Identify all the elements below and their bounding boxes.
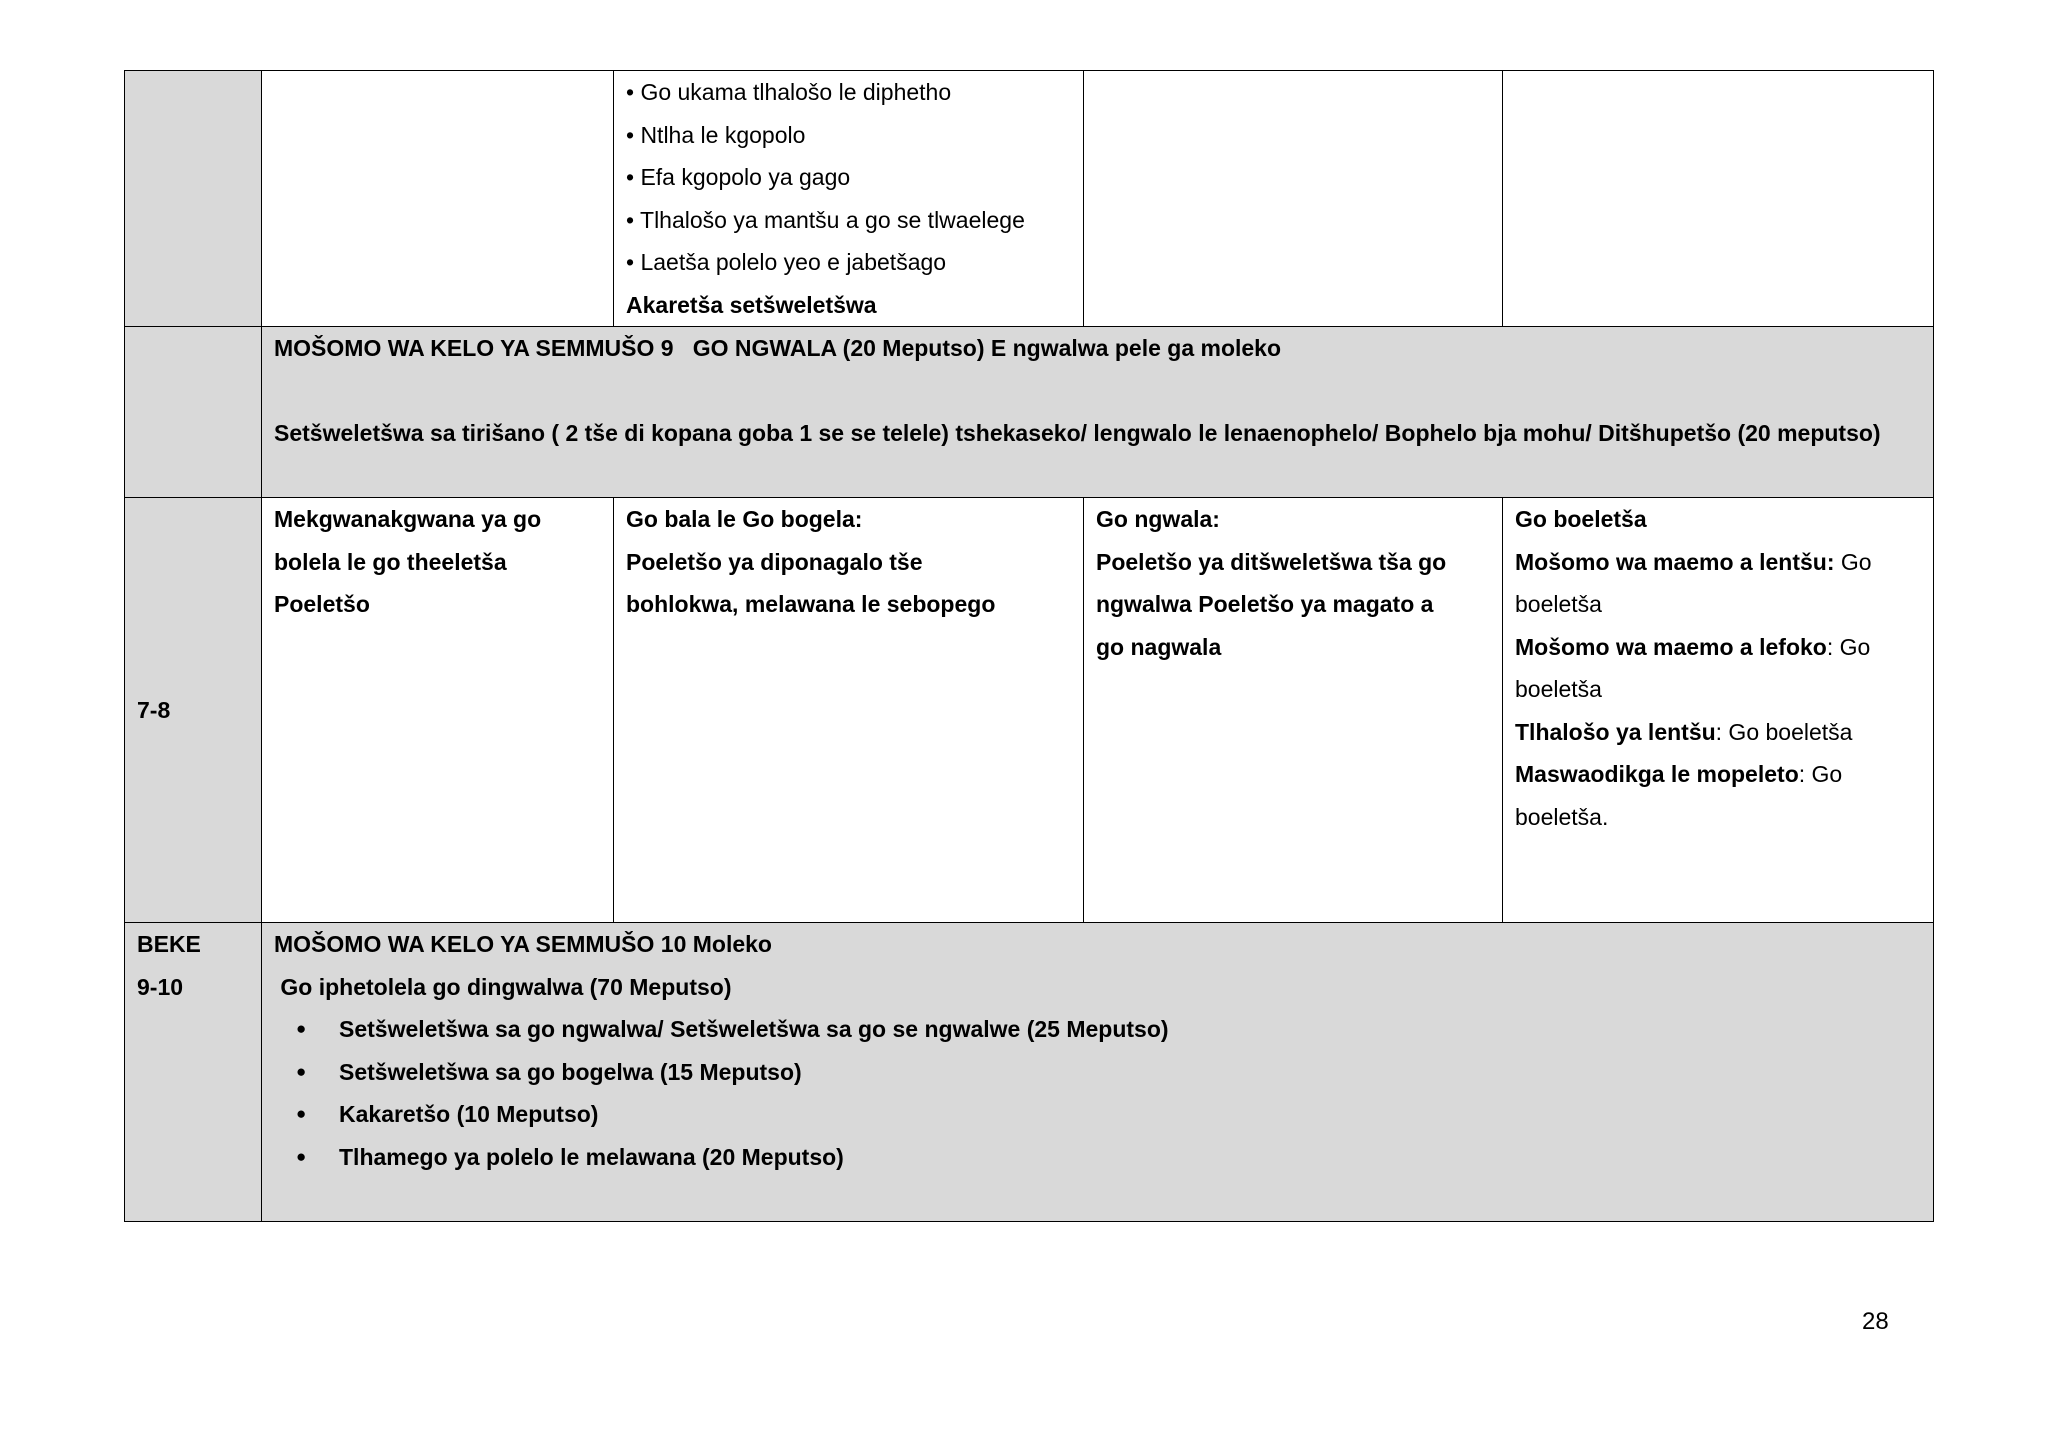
table-row (125, 498, 1934, 923)
entry-text: : Go (1826, 633, 1871, 660)
week-cell (125, 923, 262, 1222)
curriculum-table (124, 70, 1934, 1222)
table-row (125, 923, 1934, 1222)
entry-text: boeletša (1515, 591, 1602, 617)
week-cell (125, 327, 262, 498)
cell-line: Mekgwanakgwana ya go (274, 506, 542, 532)
cell-line: Go bala le Go bogela: (626, 506, 863, 532)
entry-text: : Go boeletša (1715, 718, 1853, 745)
cell-line: Go ngwala: (1096, 506, 1220, 532)
entry-label: Mošomo wa maemo a lefoko (1515, 633, 1827, 660)
list-item: • Go ukama tlhalošo le diphetho (626, 79, 952, 105)
task-10-cell (262, 923, 1934, 1222)
task-9-body: Setšweletšwa sa tirišano ( 2 tše di kopana goba 1 se se telele) tshekaseko/ lengwalo le lenaenophelo/ Bophelo bja mohu/ Ditšhupetšo (20 meputso) (274, 419, 1881, 446)
table-row (125, 71, 1934, 327)
task-9-cell (262, 327, 1934, 498)
reading-cell (614, 71, 1084, 327)
task-9-title: MOŠOMO WA KELO YA SEMMUŠO 9 GO NGWALA (20 Meputso) E ngwalwa pele ga moleko (274, 335, 1282, 361)
entry-label: Mošomo wa maemo a lentšu: (1515, 548, 1835, 575)
table-cell (1503, 71, 1934, 327)
revision-cell (1503, 498, 1934, 923)
list-item: • Tlhalošo ya mantšu a go se tlwaelege (626, 206, 1025, 233)
list-item: • Laetša polelo yeo e jabetšago (626, 249, 947, 275)
list-item: ● Tlhamego ya polelo le melawana (20 Meputso) (339, 1136, 1921, 1179)
task-10-subtitle: Go iphetolela go dingwalwa (70 Meputso) (274, 973, 732, 1000)
table-cell (1084, 71, 1503, 327)
entry-label: Maswaodikga le mopeleto (1515, 761, 1799, 787)
task-10-list (274, 1008, 1921, 1178)
table-row (125, 327, 1934, 498)
page-number: 28 (1862, 1308, 1889, 1335)
list-item: • Efa kgopolo ya gago (626, 164, 851, 190)
reading-cell (614, 498, 1084, 923)
list-item: ● Kakaretšo (10 Meputso) (339, 1093, 1921, 1136)
cell-line: bohlokwa, melawana le sebopego (626, 591, 996, 617)
speaking-cell (262, 498, 614, 923)
entry-text: : Go (1798, 761, 1843, 787)
table-cell (262, 71, 614, 327)
week-cell (125, 71, 262, 327)
cell-line: go nagwala (1096, 633, 1222, 660)
revision-title: Go boeletša (1515, 506, 1647, 532)
cell-line: Poeletšo ya ditšweletšwa tša go (1096, 548, 1447, 575)
week-number: 9-10 (137, 973, 184, 1000)
cell-line: Poeletšo ya diponagalo tše (626, 548, 923, 575)
entry-text: boeletša. (1515, 803, 1609, 830)
list-item: ● Setšweletšwa sa go bogelwa (15 Meputso) (339, 1051, 1921, 1094)
cell-line: bolela le go theeletša (274, 548, 507, 575)
summary-label: Akaretša setšweletšwa (626, 291, 877, 318)
cell-line: ngwalwa Poeletšo ya magato a (1096, 591, 1434, 617)
list-item: • Ntlha le kgopolo (626, 121, 806, 148)
entry-label: Tlhalošo ya lentšu (1515, 718, 1716, 745)
entry-text: boeletša (1515, 676, 1602, 702)
week-label: BEKE (137, 931, 201, 957)
writing-cell (1084, 498, 1503, 923)
cell-line: Poeletšo (274, 591, 370, 617)
week-cell: 7-8 (125, 498, 262, 923)
entry-text: Go (1834, 548, 1872, 575)
task-10-title: MOŠOMO WA KELO YA SEMMUŠO 10 Moleko (274, 931, 772, 957)
list-item: ● Setšweletšwa sa go ngwalwa/ Setšweletšwa sa go se ngwalwe (25 Meputso) (339, 1008, 1921, 1051)
